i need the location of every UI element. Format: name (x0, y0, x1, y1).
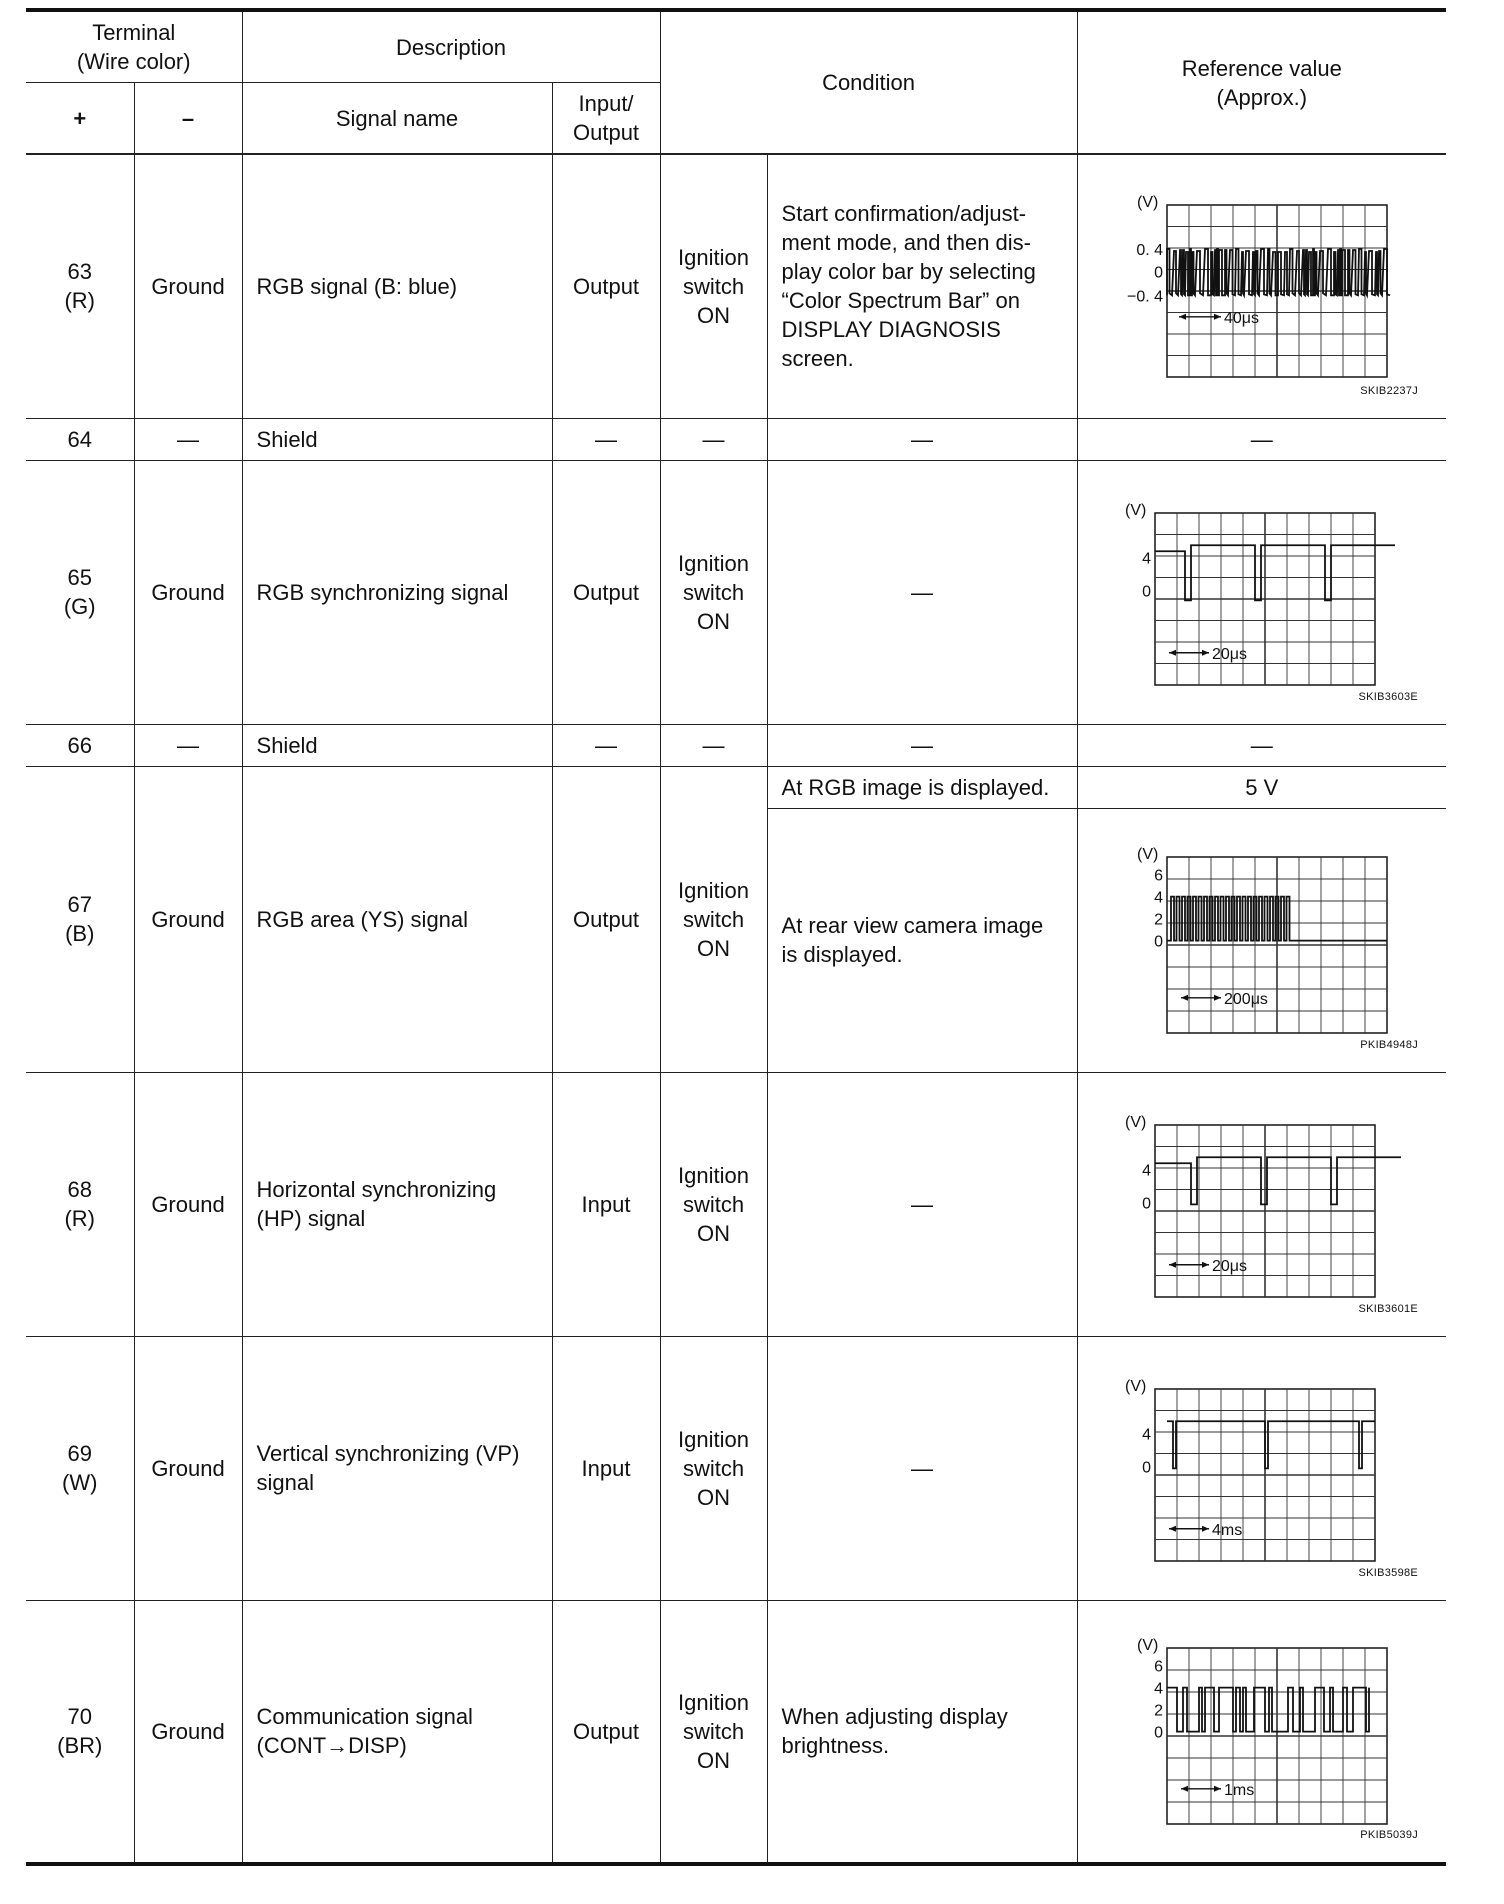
terminal-minus: — (134, 418, 242, 460)
level-label: 2 (1153, 911, 1163, 929)
time-scale-label: 20μs (1211, 645, 1247, 663)
header-reference-value: Reference value (Approx.) (1077, 10, 1446, 154)
condition-ignition: Ignition switch ON (660, 460, 767, 724)
terminal-minus: Ground (134, 460, 242, 724)
input-output: — (552, 724, 660, 766)
level-label: 0 (1141, 583, 1151, 601)
terminal-plus: 69 (W) (26, 1336, 134, 1600)
header-minus: – (134, 83, 242, 155)
table-row (26, 1336, 1446, 1600)
figure-code: SKIB3598E (1358, 1566, 1419, 1579)
terminal-minus: — (134, 724, 242, 766)
input-output: Output (552, 154, 660, 418)
terminal-plus: 67 (B) (26, 766, 134, 1072)
unit-label: (V) (1124, 1378, 1147, 1395)
figure-code: SKIB3601E (1358, 1302, 1419, 1315)
level-label: 0 (1153, 1724, 1163, 1742)
signal-name: Vertical synchronizing (VP) signal (242, 1336, 552, 1600)
figure-code: SKIB2237J (1360, 384, 1419, 397)
signal-name: Shield (242, 418, 552, 460)
condition-detail: — (767, 460, 1077, 724)
header-condition: Condition (660, 10, 1077, 154)
waveform-graph (1117, 487, 1407, 697)
input-output: Output (552, 460, 660, 724)
figure-code: PKIB4948J (1360, 1038, 1419, 1051)
waveform-trace (1167, 1688, 1369, 1732)
table-row (26, 460, 1446, 724)
unit-label: (V) (1124, 1114, 1147, 1131)
reference-waveform (1077, 808, 1446, 1072)
waveform-graph (1117, 181, 1407, 391)
level-label: 0 (1141, 1195, 1151, 1213)
condition-detail: At RGB image is displayed. (767, 766, 1077, 808)
unit-label: (V) (1136, 1637, 1159, 1655)
condition-ignition: — (660, 418, 767, 460)
condition-detail: — (767, 1336, 1077, 1600)
condition-ignition: Ignition switch ON (660, 1072, 767, 1336)
figure-code: SKIB3603E (1358, 690, 1419, 703)
table-row (26, 154, 1446, 418)
reference-value: — (1077, 724, 1446, 766)
level-label: 6 (1153, 867, 1163, 885)
terminal-table-container (26, 8, 1446, 1866)
level-label: −0. 4 (1126, 288, 1163, 306)
terminal-plus: 68 (R) (26, 1072, 134, 1336)
input-output: Input (552, 1336, 660, 1600)
waveform-trace (1167, 249, 1390, 295)
level-label: 4 (1153, 1680, 1163, 1698)
terminal-plus: 66 (26, 724, 134, 766)
condition-ignition: Ignition switch ON (660, 154, 767, 418)
terminal-minus: Ground (134, 766, 242, 1072)
signal-name: Communication signal (CONT→DISP) (242, 1600, 552, 1864)
reference-value: — (1077, 418, 1446, 460)
waveform-graph (1117, 1626, 1407, 1836)
condition-ignition: Ignition switch ON (660, 1336, 767, 1600)
waveform-graph (1117, 835, 1407, 1045)
terminal-minus: Ground (134, 1072, 242, 1336)
table-row (26, 418, 1446, 460)
condition-detail: — (767, 418, 1077, 460)
waveform-trace (1155, 545, 1395, 600)
time-scale-label: 20μs (1211, 1257, 1247, 1275)
signal-name: RGB area (YS) signal (242, 766, 552, 1072)
table-row (26, 724, 1446, 766)
input-output: Output (552, 1600, 660, 1864)
condition-ignition: Ignition switch ON (660, 766, 767, 1072)
level-label: 4 (1141, 1162, 1151, 1180)
reference-waveform (1077, 1600, 1446, 1864)
terminal-plus: 63 (R) (26, 154, 134, 418)
level-label: 0 (1153, 264, 1163, 282)
condition-detail: When adjusting display brightness. (767, 1600, 1077, 1864)
condition-ignition: — (660, 724, 767, 766)
reference-value: 5 V (1077, 766, 1446, 808)
time-scale-label: 1ms (1223, 1782, 1255, 1800)
terminal-minus: Ground (134, 1600, 242, 1864)
reference-waveform (1077, 154, 1446, 418)
level-label: 0 (1141, 1459, 1151, 1477)
signal-name: RGB synchronizing signal (242, 460, 552, 724)
waveform-graph (1117, 1099, 1407, 1309)
level-label: 6 (1153, 1658, 1163, 1676)
terminal-plus: 70 (BR) (26, 1600, 134, 1864)
terminal-plus: 65 (G) (26, 460, 134, 724)
time-scale-label: 40μs (1223, 310, 1259, 328)
header-signal-name: Signal name (242, 83, 552, 155)
signal-name: Shield (242, 724, 552, 766)
condition-detail: Start confirmation/adjust- ment mode, and then dis- play color bar by selecting “Color Spectrum Bar” on DISPLAY DIAGNOSIS screen. (767, 154, 1077, 418)
time-scale-label: 200μs (1223, 990, 1268, 1008)
terminal-minus: Ground (134, 1336, 242, 1600)
waveform-graph (1117, 1363, 1407, 1573)
waveform-trace (1155, 1157, 1401, 1204)
time-scale-label: 4ms (1211, 1521, 1243, 1539)
unit-label: (V) (1124, 502, 1147, 519)
table-row (26, 766, 1446, 808)
level-label: 4 (1141, 1426, 1151, 1444)
input-output: Output (552, 766, 660, 1072)
signal-name: RGB signal (B: blue) (242, 154, 552, 418)
level-label: 0. 4 (1136, 242, 1163, 260)
reference-waveform (1077, 460, 1446, 724)
header-input-output: Input/ Output (552, 83, 660, 155)
header-terminal: Terminal (Wire color) (26, 10, 242, 83)
signal-name: Horizontal synchronizing (HP) signal (242, 1072, 552, 1336)
header-description: Description (242, 10, 660, 83)
input-output: Input (552, 1072, 660, 1336)
level-label: 2 (1153, 1702, 1163, 1720)
table-row (26, 1600, 1446, 1864)
terminal-plus: 64 (26, 418, 134, 460)
condition-detail: — (767, 1072, 1077, 1336)
condition-detail: — (767, 724, 1077, 766)
input-output: — (552, 418, 660, 460)
condition-ignition: Ignition switch ON (660, 1600, 767, 1864)
terminal-minus: Ground (134, 154, 242, 418)
table-row (26, 1072, 1446, 1336)
figure-code: PKIB5039J (1360, 1829, 1419, 1841)
reference-waveform (1077, 1072, 1446, 1336)
condition-detail: At rear view camera image is displayed. (767, 808, 1077, 1072)
level-label: 0 (1153, 933, 1163, 951)
unit-label: (V) (1136, 846, 1159, 863)
level-label: 4 (1153, 889, 1163, 907)
waveform-trace (1167, 1421, 1375, 1468)
header-plus: + (26, 83, 134, 155)
terminal-reference-table (26, 8, 1446, 1866)
level-label: 4 (1141, 550, 1151, 568)
unit-label: (V) (1136, 194, 1159, 212)
reference-waveform (1077, 1336, 1446, 1600)
